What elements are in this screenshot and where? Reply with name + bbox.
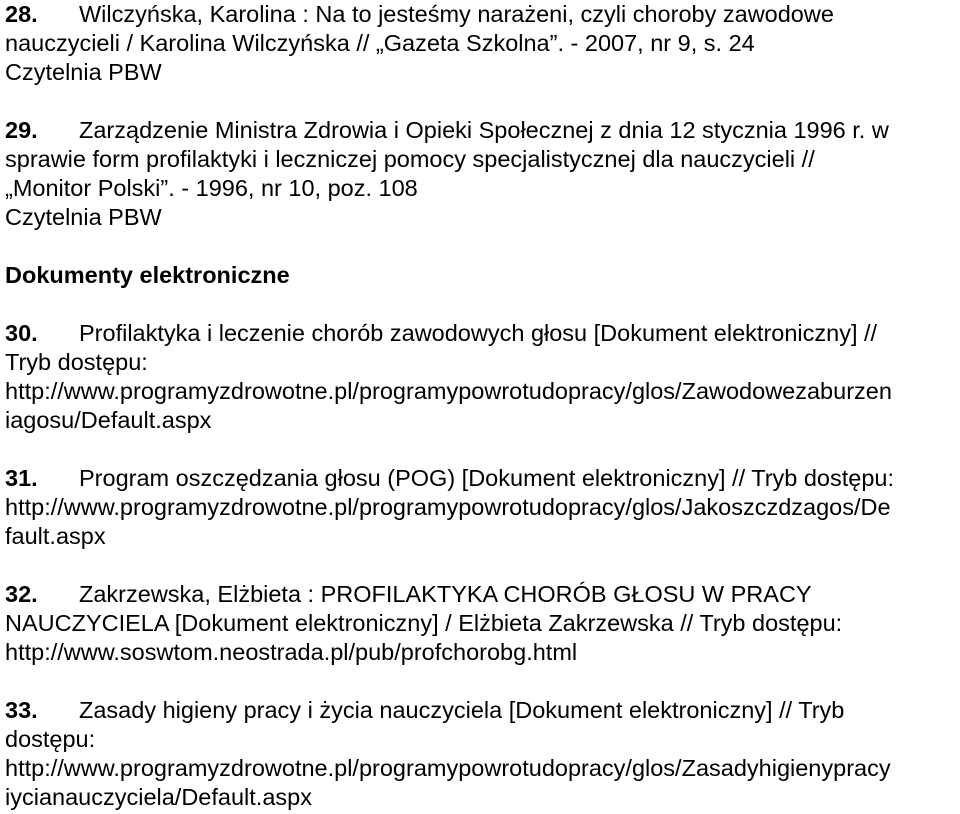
entry-number: 28. — [5, 1, 38, 27]
entry-url-line[interactable]: http://www.programyzdrowotne.pl/programypowrotudopracy/glos/Zawodowezaburzen — [5, 378, 892, 404]
bibliography-document — [5, 0, 955, 812]
bibliography-entry-33 — [5, 696, 955, 812]
entry-url-line[interactable]: fault.aspx — [5, 523, 106, 549]
entry-line: Tryb dostępu: — [5, 349, 148, 375]
entry-number: 30. — [5, 320, 38, 346]
entry-line: sprawie form profilaktyki i leczniczej pomocy specjalistycznej dla nauczycieli // — [5, 146, 815, 172]
entry-url-line[interactable]: iycianauczyciela/Default.aspx — [5, 784, 312, 810]
entry-line: „Monitor Polski”. - 1996, nr 10, poz. 108 — [5, 175, 418, 201]
entry-text: Program oszczędzania głosu (POG) [Dokument elektroniczny] // Tryb dostępu: — [79, 465, 895, 491]
entry-first-line — [5, 696, 955, 725]
entry-url-line[interactable]: iagosu/Default.aspx — [5, 407, 212, 433]
entry-text: Profilaktyka i leczenie chorób zawodowych głosu [Dokument elektroniczny] // — [79, 320, 878, 346]
entry-line: NAUCZYCIELA [Dokument elektroniczny] / Elżbieta Zakrzewska // Tryb dostępu: — [5, 610, 843, 636]
entry-line: nauczycieli / Karolina Wilczyńska // „Gazeta Szkolna”. - 2007, nr 9, s. 24 — [5, 30, 755, 56]
section-heading: Dokumenty elektroniczne — [5, 262, 290, 288]
entry-first-line — [5, 580, 955, 609]
entry-text: Zakrzewska, Elżbieta : PROFILAKTYKA CHORÓB GŁOSU W PRACY — [79, 581, 812, 607]
entry-number: 32. — [5, 581, 38, 607]
entry-first-line — [5, 116, 955, 145]
entry-number: 29. — [5, 117, 38, 143]
entry-text: Zarządzenie Ministra Zdrowia i Opieki Społecznej z dnia 12 stycznia 1996 r. w — [79, 117, 889, 143]
entry-text: Wilczyńska, Karolina : Na to jesteśmy narażeni, czyli choroby zawodowe — [79, 1, 834, 27]
bibliography-entry-29 — [5, 116, 955, 232]
entry-url-line[interactable]: http://www.programyzdrowotne.pl/programypowrotudopracy/glos/Jakoszczdzagos/De — [5, 494, 891, 520]
entry-number: 31. — [5, 465, 38, 491]
entry-line: dostępu: — [5, 726, 96, 752]
bibliography-entry-30 — [5, 319, 955, 435]
entry-first-line — [5, 319, 955, 348]
entry-text: Zasady higieny pracy i życia nauczyciela [Dokument elektroniczny] // Tryb — [79, 697, 845, 723]
entry-url-line[interactable]: http://www.programyzdrowotne.pl/programypowrotudopracy/glos/Zasadyhigienypracy — [5, 755, 891, 781]
entry-location: Czytelnia PBW — [5, 204, 162, 230]
bibliography-entry-28 — [5, 0, 955, 87]
bibliography-entry-31 — [5, 464, 955, 551]
entry-location: Czytelnia PBW — [5, 59, 162, 85]
bibliography-entry-32 — [5, 580, 955, 667]
entry-first-line — [5, 0, 955, 29]
entry-url-line[interactable]: http://www.soswtom.neostrada.pl/pub/profchorobg.html — [5, 639, 578, 665]
entry-first-line — [5, 464, 955, 493]
entry-number: 33. — [5, 697, 38, 723]
